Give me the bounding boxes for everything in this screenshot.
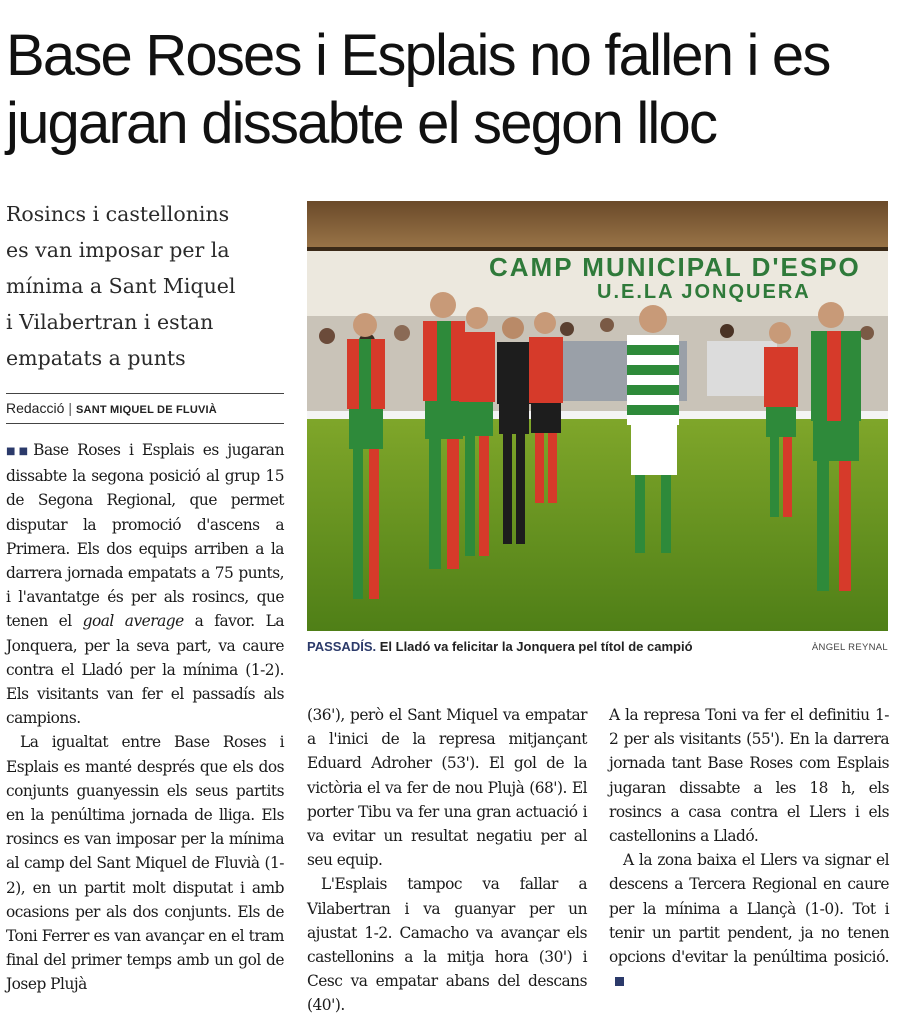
deck-line: empatats a punts (6, 346, 186, 370)
body-paragraph: La igualtat entre Base Roses i Esplais es manté després que els dos conjunts guanyessin els seus partits en la penúltima jornada de lliga. Els rosincs es van imposar per la mínima al camp del Sant Miquel de Fluvià (1-2), en un partit molt disputat i amb ocasions per als dos conjunts. Els de Toni Ferrer es van avançar en el tram final del primer temps amb un gol de Josep Plujà (6, 733, 284, 994)
deck-line: Rosincs i castellonins (6, 202, 230, 226)
headline-line-1: Base Roses i Esplais no fallen i es (6, 23, 830, 88)
caption-text: El Lladó va felicitar la Jonquera pel títol de campió (379, 639, 693, 654)
body-italic: goal average (82, 612, 184, 631)
body-column-3 (609, 703, 889, 993)
deck-line: es van imposar per la (6, 238, 230, 262)
photo-caption (307, 638, 888, 658)
deck (6, 196, 286, 376)
body-text: A la zona baixa el Llers va signar el descens a Tercera Regional en caure per la mínima a Llançà (1-0). Tot i tenir un partit pendent, ja no tenen opcions d'evitar la penúltima posició. (609, 851, 889, 967)
caption-label: PASSADÍS. (307, 639, 377, 654)
deck-line: i Vilabertran i estan (6, 310, 214, 334)
lead-squares-icon: ■■ (6, 446, 32, 457)
headline-line-2: jugaran dissabte el segon lloc (6, 91, 717, 156)
body-paragraph (6, 438, 284, 730)
body-text: Base Roses i Esplais es jugaran dissabte la segona posició al grup 15 de Segona Regional, que permet disputar la promoció d'ascens a Primera. Els dos equips arriben a la darrera jornada empatats a 75 punts, i l'avantatge és per als rosincs, que tenen el (6, 441, 284, 631)
end-mark-icon (615, 977, 624, 986)
stadium-sign-line-1: CAMP MUNICIPAL D'ESPO (489, 252, 861, 282)
photo-credit: ÀNGEL REYNAL (811, 642, 888, 653)
headline (6, 22, 896, 158)
body-column-1 (6, 438, 284, 997)
byline-place: SANT MIQUEL DE FLUVIÀ (76, 404, 217, 416)
deck-line: mínima a Sant Miquel (6, 274, 236, 298)
body-text: a favor. La Jonquera, per la seva part, va caure contra el Lladó per la mínima (1-2). Els visitants van fer el passadís als campions. (6, 612, 284, 728)
byline (6, 393, 284, 424)
crowd (307, 316, 888, 421)
body-paragraph: (36'), però el Sant Miquel va empatar a l'inici de la represa mitjançant Eduard Adroher (53'). El gol de la victòria el va fer de nou Plujà (68'). El porter Tibu va fer una gran actuació i va evitar un resultat negatiu per al seu equip. (307, 706, 587, 870)
body-paragraph (609, 848, 889, 993)
body-paragraph: L'Esplais tampoc va fallar a Vilabertran i va guanyar per un ajustat 1-2. Camacho va avançar els castellonins a la mitja hora (30') i Cesc va empatar abans del descans (40'). (307, 875, 587, 1015)
stadium-sign-line-2: U.E.LA JONQUERA (597, 281, 811, 303)
body-column-2 (307, 703, 587, 1018)
body-paragraph: A la represa Toni va fer el definitiu 1-2 per als visitants (55'). En la darrera jornada tant Base Roses com Esplais jugaran dissabte a les 18 h, els rosincs a casa contra el Llers i els castellonins a Lladó. (609, 706, 889, 846)
byline-author: Redacció (6, 400, 65, 416)
byline-separator: | (68, 400, 73, 416)
match-photo (307, 201, 888, 631)
